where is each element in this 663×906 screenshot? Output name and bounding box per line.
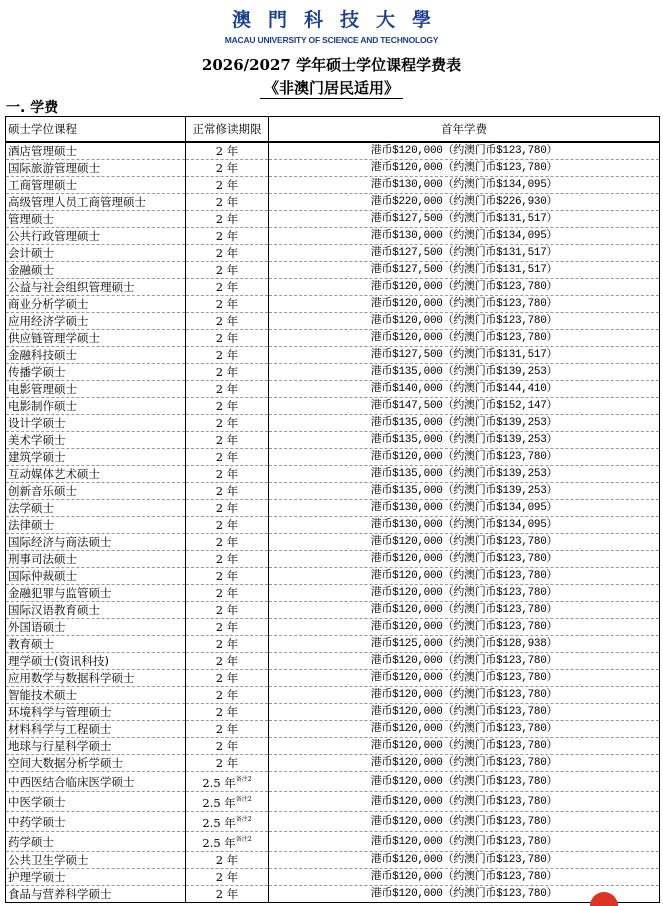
first-year-fee: 港币$135,000（约澳门币$139,253）: [269, 364, 660, 381]
duration: [186, 228, 269, 245]
duration: [186, 483, 269, 500]
duration-value: 2 年: [215, 688, 239, 702]
table-row: [6, 500, 660, 517]
first-year-fee: 港币$127,500（约澳门币$131,517）: [269, 245, 660, 262]
table-row: [6, 704, 660, 721]
duration-value: 2.5 年: [202, 796, 236, 810]
table-row: [6, 653, 660, 670]
program-name: 传播学硕士: [6, 364, 186, 381]
table-row: [6, 296, 660, 313]
duration: [186, 415, 269, 432]
first-year-fee: 港币$120,000（约澳门币$123,780）: [269, 869, 660, 886]
duration: [186, 852, 269, 869]
table-header-row: [6, 117, 660, 143]
duration-value: 2 年: [215, 552, 239, 566]
duration-value: 2 年: [215, 870, 239, 884]
program-name: 应用数学与数据科学硕士: [6, 670, 186, 687]
duration: [186, 619, 269, 636]
first-year-fee: 港币$120,000（约澳门币$123,780）: [269, 832, 660, 852]
table-row: [6, 330, 660, 347]
table-row: [6, 398, 660, 415]
program-name: 金融硕士: [6, 262, 186, 279]
duration: [186, 347, 269, 364]
table-row: [6, 364, 660, 381]
table-row: [6, 832, 660, 852]
first-year-fee: 港币$120,000（约澳门币$123,780）: [269, 160, 660, 177]
duration: [186, 772, 269, 792]
program-name: 药学硕士: [6, 832, 186, 852]
table-row: [6, 568, 660, 585]
first-year-fee: 港币$120,000（约澳门币$123,780）: [269, 755, 660, 772]
table-row: [6, 517, 660, 534]
duration-value: 2 年: [215, 586, 239, 600]
first-year-fee: 港币$120,000（约澳门币$123,780）: [269, 296, 660, 313]
duration: [186, 449, 269, 466]
first-year-fee: 港币$130,000（约澳门币$134,095）: [269, 228, 660, 245]
first-year-fee: 港币$120,000（约澳门币$123,780）: [269, 772, 660, 792]
duration-value: 2 年: [215, 501, 239, 515]
table-row: [6, 869, 660, 886]
duration-value: 2 年: [215, 620, 239, 634]
first-year-fee: 港币$120,000（约澳门币$123,780）: [269, 812, 660, 832]
duration-value: 2 年: [215, 382, 239, 396]
first-year-fee: 港币$120,000（约澳门币$123,780）: [269, 330, 660, 347]
program-name: 国际经济与商法硕士: [6, 534, 186, 551]
table-row: [6, 466, 660, 483]
program-name: 国际仲裁硕士: [6, 568, 186, 585]
university-logo: [0, 8, 663, 45]
tuition-table: [5, 116, 660, 903]
program-name: 外国语硕士: [6, 619, 186, 636]
first-year-fee: 港币$220,000（约澳门币$226,930）: [269, 194, 660, 211]
duration-value: 2 年: [215, 195, 239, 209]
first-year-fee: 港币$120,000（约澳门币$123,780）: [269, 670, 660, 687]
duration-value: 2 年: [215, 416, 239, 430]
duration-value: 2 年: [215, 467, 239, 481]
first-year-fee: 港币$147,500（约澳门币$152,147）: [269, 398, 660, 415]
duration-value: 2 年: [215, 365, 239, 379]
first-year-fee: 港币$120,000（约澳门币$123,780）: [269, 585, 660, 602]
first-year-fee: 港币$120,000（约澳门币$123,780）: [269, 653, 660, 670]
column-header-fee: 首年学费: [269, 117, 660, 143]
program-name: 中西医结合临床医学硕士: [6, 772, 186, 792]
duration: [186, 704, 269, 721]
program-name: 刑事司法硕士: [6, 551, 186, 568]
program-name: 金融科技硕士: [6, 347, 186, 364]
column-header-duration: 正常修读期限: [186, 117, 269, 143]
program-name: 会计硕士: [6, 245, 186, 262]
program-name: 智能技术硕士: [6, 687, 186, 704]
first-year-fee: 港币$120,000（约澳门币$123,780）: [269, 687, 660, 704]
table-row: [6, 636, 660, 653]
duration-value: 2 年: [215, 739, 239, 753]
logo-english: MACAU UNIVERSITY OF SCIENCE AND TECHNOLOGY: [224, 35, 439, 45]
table-row: [6, 551, 660, 568]
duration: [186, 792, 269, 812]
table-row: [6, 194, 660, 211]
program-name: 公益与社会组织管理硕士: [6, 279, 186, 296]
duration: [186, 568, 269, 585]
table-row: [6, 792, 660, 812]
first-year-fee: 港币$120,000（约澳门币$123,780）: [269, 279, 660, 296]
duration-value: 2 年: [215, 280, 239, 294]
program-name: 国际旅游管理硕士: [6, 160, 186, 177]
duration-value: 2 年: [215, 399, 239, 413]
program-name: 建筑学硕士: [6, 449, 186, 466]
duration-value: 2 年: [215, 246, 239, 260]
duration-value: 2 年: [215, 263, 239, 277]
first-year-fee: 港币$120,000（约澳门币$123,780）: [269, 449, 660, 466]
table-row: [6, 852, 660, 869]
duration: [186, 517, 269, 534]
table-row: [6, 721, 660, 738]
duration: [186, 262, 269, 279]
first-year-fee: 港币$120,000（约澳门币$123,780）: [269, 886, 660, 903]
program-name: 空间大数据分析学硕士: [6, 755, 186, 772]
table-row: [6, 142, 660, 160]
table-row: [6, 602, 660, 619]
program-name: 电影制作硕士: [6, 398, 186, 415]
duration-value: 2 年: [215, 331, 239, 345]
duration-value: 2 年: [215, 535, 239, 549]
program-name: 食品与营养科学硕士: [6, 886, 186, 903]
table-body: [6, 142, 660, 903]
program-name: 美术学硕士: [6, 432, 186, 449]
program-name: 管理硕士: [6, 211, 186, 228]
duration-value: 2 年: [215, 314, 239, 328]
table-row: [6, 687, 660, 704]
duration: [186, 636, 269, 653]
first-year-fee: 港币$127,500（约澳门币$131,517）: [269, 262, 660, 279]
first-year-fee: 港币$135,000（约澳门币$139,253）: [269, 483, 660, 500]
program-name: 高级管理人员工商管理硕士: [6, 194, 186, 211]
first-year-fee: 港币$140,000（约澳门币$144,410）: [269, 381, 660, 398]
table-row: [6, 449, 660, 466]
table-row: [6, 262, 660, 279]
table-row: [6, 177, 660, 194]
first-year-fee: 港币$120,000（约澳门币$123,780）: [269, 721, 660, 738]
duration-value: 2.5 年: [202, 776, 236, 790]
program-name: 酒店管理硕士: [6, 142, 186, 160]
duration: [186, 551, 269, 568]
duration: [186, 330, 269, 347]
table-row: [6, 772, 660, 792]
duration: [186, 142, 269, 160]
program-name: 法学硕士: [6, 500, 186, 517]
program-name: 工商管理硕士: [6, 177, 186, 194]
program-name: 设计学硕士: [6, 415, 186, 432]
first-year-fee: 港币$120,000（约澳门币$123,780）: [269, 619, 660, 636]
duration-value: 2 年: [215, 853, 239, 867]
duration-value: 2.5 年: [202, 836, 236, 850]
table-row: [6, 619, 660, 636]
duration-value: 2.5 年: [202, 816, 236, 830]
program-name: 环境科学与管理硕士: [6, 704, 186, 721]
duration-value: 2 年: [215, 637, 239, 651]
program-name: 应用经济学硕士: [6, 313, 186, 330]
duration: [186, 602, 269, 619]
first-year-fee: 港币$120,000（约澳门币$123,780）: [269, 534, 660, 551]
table-row: [6, 160, 660, 177]
footnote-mark: 备注2: [235, 836, 252, 843]
program-name: 商业分析学硕士: [6, 296, 186, 313]
first-year-fee: 港币$120,000（约澳门币$123,780）: [269, 602, 660, 619]
first-year-fee: 港币$120,000（约澳门币$123,780）: [269, 852, 660, 869]
program-name: 国际汉语教育硕士: [6, 602, 186, 619]
program-name: 电影管理硕士: [6, 381, 186, 398]
duration: [186, 194, 269, 211]
program-name: 教育硕士: [6, 636, 186, 653]
footnote-mark: 备注2: [235, 776, 252, 783]
duration-value: 2 年: [215, 450, 239, 464]
table-row: [6, 738, 660, 755]
duration: [186, 869, 269, 886]
table-row: [6, 755, 660, 772]
first-year-fee: 港币$135,000（约澳门币$139,253）: [269, 432, 660, 449]
program-name: 公共行政管理硕士: [6, 228, 186, 245]
duration-value: 2 年: [215, 297, 239, 311]
column-header-program: 硕士学位课程: [6, 117, 186, 143]
table-row: [6, 812, 660, 832]
program-name: 创新音乐硕士: [6, 483, 186, 500]
first-year-fee: 港币$120,000（约澳门币$123,780）: [269, 313, 660, 330]
first-year-fee: 港币$120,000（约澳门币$123,780）: [269, 568, 660, 585]
footnote-mark: 备注2: [235, 796, 252, 803]
duration: [186, 279, 269, 296]
logo-chinese: 澳門科技大學: [231, 9, 448, 31]
duration-value: 2 年: [215, 178, 239, 192]
duration-value: 2 年: [215, 518, 239, 532]
duration: [186, 585, 269, 602]
duration-value: 2 年: [215, 603, 239, 617]
duration-value: 2 年: [215, 433, 239, 447]
table-row: [6, 313, 660, 330]
duration: [186, 381, 269, 398]
program-name: 金融犯罪与监管硕士: [6, 585, 186, 602]
first-year-fee: 港币$120,000（约澳门币$123,780）: [269, 792, 660, 812]
duration: [186, 432, 269, 449]
section-heading: 一. 学费: [6, 100, 59, 116]
duration: [186, 245, 269, 262]
duration-value: 2 年: [215, 569, 239, 583]
duration: [186, 398, 269, 415]
subtitle-text: 《非澳门居民适用》: [260, 79, 403, 99]
duration: [186, 653, 269, 670]
duration: [186, 466, 269, 483]
first-year-fee: 港币$135,000（约澳门币$139,253）: [269, 415, 660, 432]
first-year-fee: 港币$120,000（约澳门币$123,780）: [269, 738, 660, 755]
table-row: [6, 670, 660, 687]
table-row: [6, 886, 660, 903]
duration: [186, 832, 269, 852]
table-row: [6, 415, 660, 432]
program-name: 护理学硕士: [6, 869, 186, 886]
table-row: [6, 534, 660, 551]
duration: [186, 755, 269, 772]
table-row: [6, 585, 660, 602]
duration-value: 2 年: [215, 161, 239, 175]
duration-value: 2 年: [215, 484, 239, 498]
table-row: [6, 245, 660, 262]
duration: [186, 670, 269, 687]
duration: [186, 313, 269, 330]
program-name: 供应链管理学硕士: [6, 330, 186, 347]
duration: [186, 211, 269, 228]
first-year-fee: 港币$130,000（约澳门币$134,095）: [269, 500, 660, 517]
duration-value: 2 年: [215, 654, 239, 668]
table-row: [6, 347, 660, 364]
duration: [186, 738, 269, 755]
duration: [186, 177, 269, 194]
program-name: 地球与行星科学硕士: [6, 738, 186, 755]
duration-value: 2 年: [215, 229, 239, 243]
program-name: 互动媒体艺术硕士: [6, 466, 186, 483]
first-year-fee: 港币$127,500（约澳门币$131,517）: [269, 347, 660, 364]
program-name: 中药学硕士: [6, 812, 186, 832]
table-row: [6, 211, 660, 228]
table-row: [6, 228, 660, 245]
duration-value: 2 年: [215, 722, 239, 736]
duration: [186, 534, 269, 551]
table-row: [6, 381, 660, 398]
duration: [186, 160, 269, 177]
table-row: [6, 432, 660, 449]
duration-value: 2 年: [215, 671, 239, 685]
first-year-fee: 港币$130,000（约澳门币$134,095）: [269, 177, 660, 194]
program-name: 中医学硕士: [6, 792, 186, 812]
duration: [186, 296, 269, 313]
first-year-fee: 港币$120,000（约澳门币$123,780）: [269, 704, 660, 721]
first-year-fee: 港币$127,500（约澳门币$131,517）: [269, 211, 660, 228]
program-name: 材料科学与工程硕士: [6, 721, 186, 738]
first-year-fee: 港币$135,000（约澳门币$139,253）: [269, 466, 660, 483]
duration-value: 2 年: [215, 212, 239, 226]
duration: [186, 364, 269, 381]
table-row: [6, 279, 660, 296]
duration-value: 2 年: [215, 144, 239, 158]
first-year-fee: 港币$125,000（约澳门币$128,938）: [269, 636, 660, 653]
program-name: 公共卫生学硕士: [6, 852, 186, 869]
duration-value: 2 年: [215, 887, 239, 901]
duration: [186, 886, 269, 903]
duration: [186, 721, 269, 738]
first-year-fee: 港币$120,000（约澳门币$123,780）: [269, 551, 660, 568]
duration: [186, 500, 269, 517]
duration-value: 2 年: [215, 348, 239, 362]
duration: [186, 812, 269, 832]
first-year-fee: 港币$120,000（约澳门币$123,780）: [269, 142, 660, 160]
program-name: 理学硕士(资讯科技): [6, 653, 186, 670]
table-row: [6, 483, 660, 500]
duration-value: 2 年: [215, 756, 239, 770]
footnote-mark: 备注2: [235, 816, 252, 823]
page-subtitle: [0, 77, 663, 98]
first-year-fee: 港币$130,000（约澳门币$134,095）: [269, 517, 660, 534]
page-title: 2026/2027 学年硕士学位课程学费表: [201, 56, 462, 74]
duration-value: 2 年: [215, 705, 239, 719]
duration: [186, 687, 269, 704]
program-name: 法律硕士: [6, 517, 186, 534]
